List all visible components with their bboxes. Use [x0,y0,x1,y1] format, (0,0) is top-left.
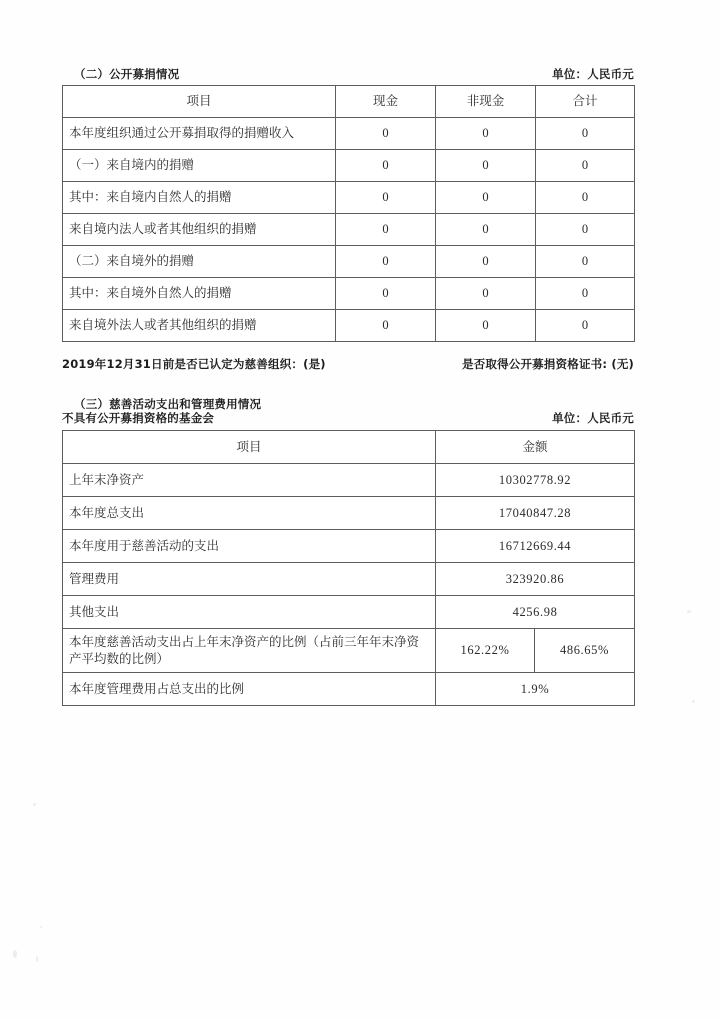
row-amount-value: 4256.98 [436,596,635,629]
row-cash-value: 0 [336,310,436,342]
column-header-item: 项目 [63,431,436,464]
row-cash-value: 0 [336,118,436,150]
section-charity-expenditure-title: （三）慈善活动支出和管理费用情况 [74,397,262,411]
table-row [63,182,635,214]
row-item-label: 管理费用 [63,563,436,596]
table-header-row [63,86,635,118]
row-amount-value: 323920.86 [436,563,635,596]
row-cash-value: 0 [336,214,436,246]
row-non-cash-value: 0 [436,118,536,150]
row-total-value: 0 [536,182,635,214]
row-amount-value: 16712669.44 [436,530,635,563]
row-item-label: 来自境外法人或者其他组织的捐赠 [63,310,336,342]
row-item-label: 本年度总支出 [63,497,436,530]
table-row [63,150,635,182]
row-item-label: 上年末净资产 [63,464,436,497]
scan-speckle [36,956,38,962]
scan-speckle [13,950,17,958]
scan-speckle [692,700,695,703]
row-item-label: 其他支出 [63,596,436,629]
row-non-cash-value: 0 [436,150,536,182]
row-amount-value: 17040847.28 [436,497,635,530]
table-row [63,596,635,629]
row-total-value: 0 [536,278,635,310]
row-cash-value: 0 [336,246,436,278]
charity-status-statement [62,356,634,372]
row-non-cash-value: 0 [436,310,536,342]
row-total-value: 0 [536,150,635,182]
table-row [63,629,635,673]
row-non-cash-value: 0 [436,246,536,278]
row-total-value: 0 [536,214,635,246]
column-header-amount: 金额 [436,431,635,464]
table-row [63,214,635,246]
charity-expenditure-table [62,430,635,706]
table-header-row [63,431,635,464]
row-amount-value: 1.9% [436,673,635,706]
section-charity-expenditure-unit: 单位：人民币元 [552,411,634,425]
column-header-cash: 现金 [336,86,436,118]
row-cash-value: 0 [336,278,436,310]
row-cash-value: 0 [336,150,436,182]
row-non-cash-value: 0 [436,182,536,214]
column-header-item: 项目 [63,86,336,118]
fundraising-certificate-statement: 是否取得公开募捐资格证书: (无) [461,357,634,371]
table-row [63,530,635,563]
column-header-non-cash: 非现金 [436,86,536,118]
row-item-label: 本年度管理费用占总支出的比例 [63,673,436,706]
section-public-fundraising-title: （二）公开募捐情况 [74,67,180,81]
column-header-total: 合计 [536,86,635,118]
row-cash-value: 0 [336,182,436,214]
row-item-label: （二）来自境外的捐赠 [63,246,336,278]
table-row [63,310,635,342]
row-amount-value: 162.22% [436,629,535,673]
section-public-fundraising-unit: 单位：人民币元 [552,67,634,81]
table-row [63,497,635,530]
row-item-label: 本年度组织通过公开募捐取得的捐赠收入 [63,118,336,150]
row-amount-value: 10302778.92 [436,464,635,497]
public-fundraising-table [62,85,635,342]
charity-recognition-statement: 2019年12月31日前是否已认定为慈善组织：(是) [62,357,326,371]
scan-speckle [687,610,691,613]
row-item-label: （一）来自境内的捐赠 [63,150,336,182]
row-item-label: 其中：来自境内自然人的捐赠 [63,182,336,214]
section-public-fundraising-header [74,66,634,82]
foundation-qualification-label: 不具有公开募捐资格的基金会 [62,411,215,425]
row-item-label: 本年度慈善活动支出占上年末净资产的比例（占前三年年末净资产平均数的比例） [63,629,436,673]
table-row [63,246,635,278]
table-row [63,118,635,150]
row-item-label: 本年度用于慈善活动的支出 [63,530,436,563]
row-non-cash-value: 0 [436,214,536,246]
scan-speckle [40,926,42,928]
table-row [63,464,635,497]
section-charity-expenditure-subheader [62,410,634,426]
row-total-value: 0 [536,118,635,150]
table-row [63,673,635,706]
row-non-cash-value: 0 [436,278,536,310]
row-total-value: 0 [536,246,635,278]
row-item-label: 其中：来自境外自然人的捐赠 [63,278,336,310]
row-total-value: 0 [536,310,635,342]
table-row [63,278,635,310]
row-amount-value-secondary: 486.65% [535,629,635,673]
table-row [63,563,635,596]
scan-speckle [33,803,36,806]
row-item-label: 来自境内法人或者其他组织的捐赠 [63,214,336,246]
